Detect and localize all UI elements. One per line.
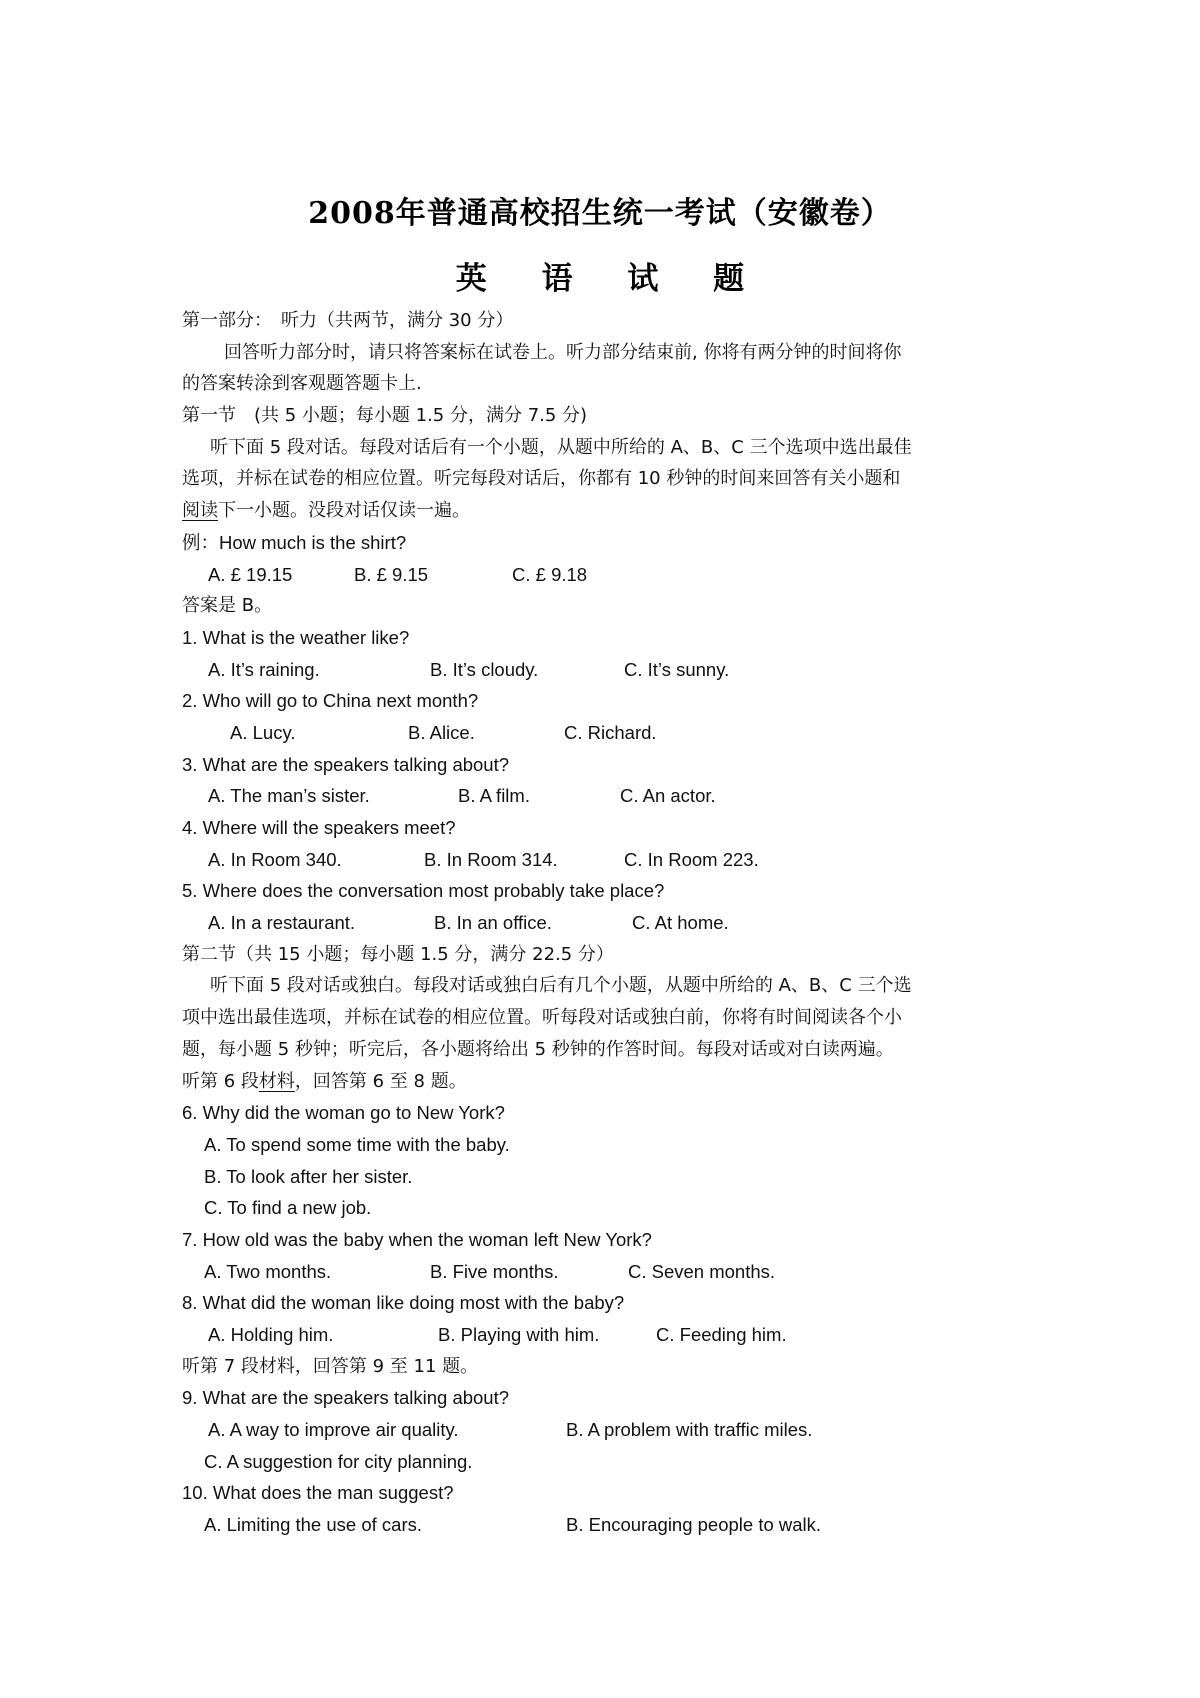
directions-line3-rest: 下一小题。没段对话仅读一遍。: [218, 500, 470, 522]
q5-option-c: C. At home.: [632, 912, 729, 934]
question-1-options: [182, 654, 1028, 686]
q10-option-b: B. Encouraging people to walk.: [566, 1514, 822, 1536]
q6-option-c: C. To find a new job.: [204, 1197, 372, 1219]
q2-option-c: C. Richard.: [564, 721, 657, 743]
q2-option-a: A. Lucy.: [230, 721, 296, 743]
q9-option-a: A. A way to improve air quality.: [208, 1419, 459, 1441]
section2-directions-line2: 项中选出最佳选项，并标在试卷的相应位置。听每段对话或独白前，你将有时间阅读各个小: [182, 1007, 902, 1029]
question-7-options: [182, 1256, 1028, 1288]
section1-directions-line2: 选项，并标在试卷的相应位置。听完每段对话后，你都有 10 秒钟的时间来回答有关小题和: [182, 468, 901, 490]
question-4-options: [182, 844, 1028, 876]
q1-option-a: A. It’s raining.: [208, 658, 320, 680]
example-option-a: A. £ 19.15: [208, 563, 293, 585]
q4-option-b: B. In Room 314.: [424, 848, 558, 870]
q1-option-b: B. It’s cloudy.: [430, 658, 539, 680]
question-2: 2. Who will go to China next month?: [182, 690, 479, 712]
q8-option-a: A. Holding him.: [208, 1324, 334, 1345]
q9-option-b: B. A problem with traffic miles.: [566, 1419, 813, 1441]
part1-instruction-line2: 的答案转涂到客观题答题卡上.: [182, 373, 422, 395]
question-7: 7. How old was the baby when the woman left New York?: [182, 1228, 652, 1250]
section1-heading: 第一节 (共 5 小题；每小题 1.5 分，满分 7.5 分): [182, 405, 588, 427]
material6-line: [182, 1066, 1028, 1098]
section1-directions-line1: 听下面 5 段对话。每段对话后有一个小题，从题中所给的 A、B、C 三个选项中选出最佳: [210, 436, 912, 458]
material6-post: ，回答第 6 至 8 题。: [294, 1070, 467, 1092]
q3-option-a: A. The man’s sister.: [208, 785, 370, 807]
question-3-options: [182, 780, 1028, 812]
example-option-b: B. £ 9.15: [354, 563, 429, 585]
part1-instruction-line1: 回答听力部分时，请只将答案标在试卷上。听力部分结束前, 你将有两分钟的时间将你: [224, 341, 902, 363]
q3-option-b: B. A film.: [458, 785, 530, 807]
question-4: 4. Where will the speakers meet?: [182, 817, 456, 838]
material6-pre: 听第 6 段: [182, 1070, 259, 1092]
section2-directions-line1: 听下面 5 段对话或独白。每段对话或独白后有几个小题，从题中所给的 A、B、C 三个选: [210, 975, 912, 997]
exam-title: 2008年普通高校招生统一考试（安徽卷）: [308, 196, 892, 231]
q5-option-b: B. In an office.: [434, 912, 552, 934]
exam-content: [182, 305, 1028, 1541]
q9-option-c: C. A suggestion for city planning.: [204, 1450, 473, 1472]
q4-option-c: C. In Room 223.: [624, 848, 759, 870]
section2-heading: 第二节（共 15 小题；每小题 1.5 分，满分 22.5 分）: [182, 943, 614, 965]
underlined-word: 阅读: [182, 500, 218, 522]
q7-option-b: B. Five months.: [430, 1260, 559, 1282]
question-2-options: [182, 717, 1028, 749]
q8-option-c: C. Feeding him.: [656, 1324, 787, 1345]
q1-option-c: C. It’s sunny.: [624, 658, 730, 680]
question-10: 10. What does the man suggest?: [182, 1482, 454, 1504]
q3-option-c: C. An actor.: [620, 785, 716, 807]
example-answer: 答案是 B。: [182, 595, 273, 617]
question-9: 9. What are the speakers talking about?: [182, 1387, 510, 1409]
section2-directions-line3: 题，每小题 5 秒钟；听完后，各小题将给出 5 秒钟的作答时间。每段对话或对白读两遍。: [182, 1038, 894, 1060]
part1-heading: 第一部分： 听力（共两节，满分 30 分）: [182, 310, 514, 331]
exam-subtitle: 英 语 试 题: [455, 261, 767, 297]
q10-option-a: A. Limiting the use of cars.: [204, 1514, 422, 1536]
material6-underlined: 材料: [258, 1070, 295, 1092]
material7-line: 听第 7 段材料，回答第 9 至 11 题。: [182, 1355, 479, 1377]
question-8-options: [182, 1319, 1028, 1351]
question-8: 8. What did the woman like doing most with the baby?: [182, 1292, 625, 1314]
question-5: 5. Where does the conversation most probably take place?: [182, 880, 665, 902]
example-options: [182, 559, 1028, 591]
question-1: 1. What is the weather like?: [182, 626, 410, 648]
question-6: 6. Why did the woman go to New York?: [182, 1102, 505, 1124]
q6-option-b: B. To look after her sister.: [204, 1165, 413, 1187]
q8-option-b: B. Playing with him.: [438, 1324, 600, 1345]
question-9-options-row1: [182, 1414, 1028, 1446]
q2-option-b: B. Alice.: [408, 721, 475, 743]
q5-option-a: A. In a restaurant.: [208, 912, 356, 934]
q6-option-a: A. To spend some time with the baby.: [204, 1133, 510, 1155]
section1-directions-line3: [182, 495, 1028, 527]
example-question: 例：How much is the shirt?: [182, 531, 407, 553]
q4-option-a: A. In Room 340.: [208, 848, 342, 870]
question-10-options: [182, 1509, 1028, 1541]
q7-option-a: A. Two months.: [204, 1260, 332, 1282]
question-3: 3. What are the speakers talking about?: [182, 753, 510, 775]
q7-option-c: C. Seven months.: [628, 1260, 776, 1282]
question-5-options: [182, 907, 1028, 939]
example-option-c: C. £ 9.18: [512, 563, 588, 585]
